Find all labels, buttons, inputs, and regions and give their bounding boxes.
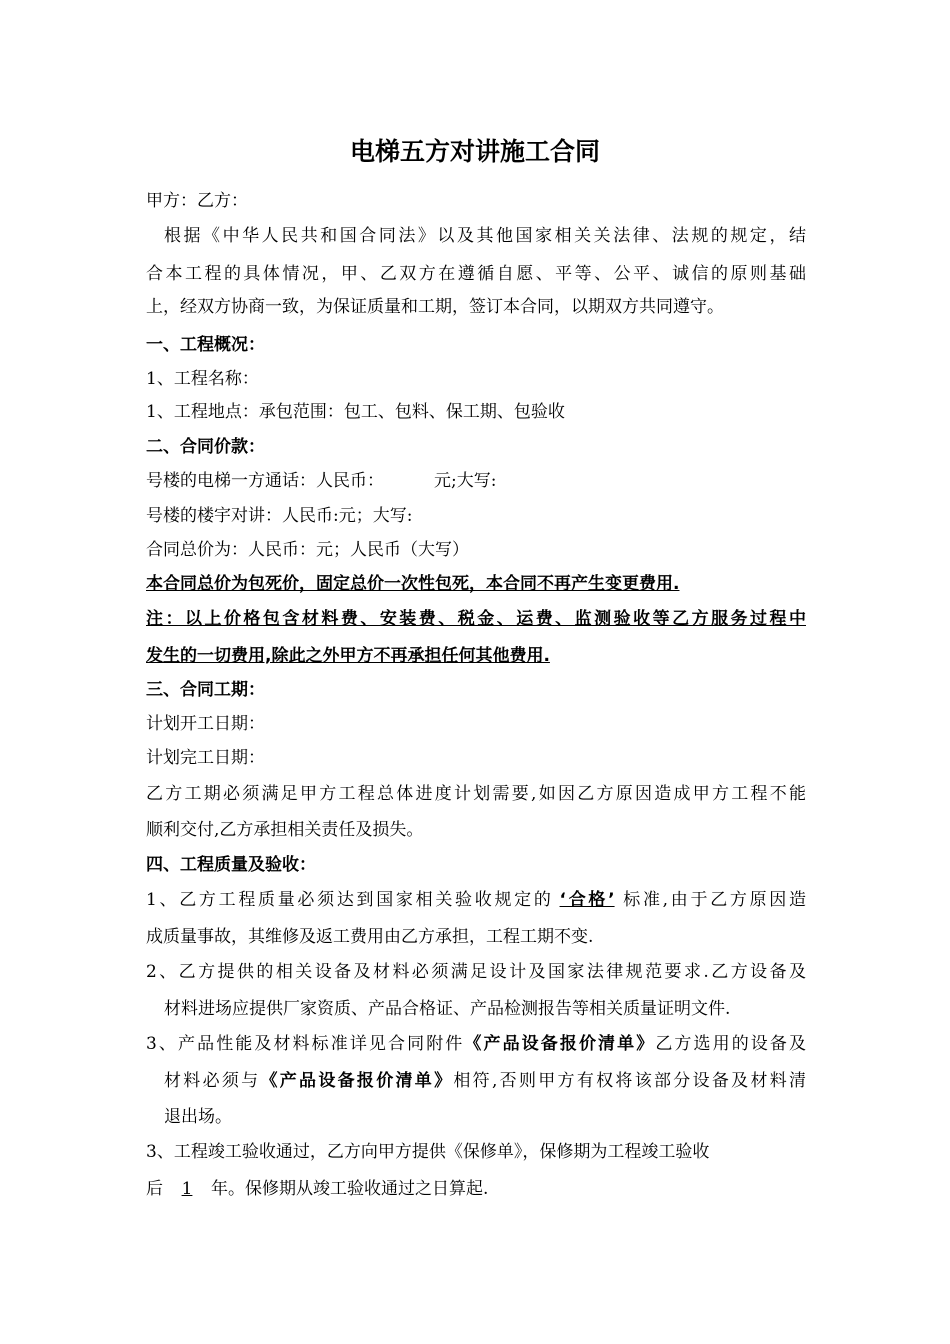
quality-item1-line1 bbox=[146, 888, 806, 912]
quote-list-ref-2: 《产品设备报价清单》 bbox=[260, 1071, 454, 1091]
qualified-label: ‘合格’ bbox=[559, 890, 615, 910]
quality-item4-line1: 3、工程竣工验收通过，乙方向甲方提供《保修单》，保修期为工程竣工验收 bbox=[146, 1142, 710, 1162]
document-title: 电梯五方对讲施工合同 bbox=[349, 137, 600, 166]
price-line-1-a: 号楼的电梯一方通话：人民币： bbox=[146, 471, 384, 491]
project-name: 1、工程名称： bbox=[146, 369, 259, 389]
quality-item1-a: 1、乙方工程质量必须达到国家相关验收规定的 bbox=[146, 890, 554, 910]
section1-heading: 一、工程概况： bbox=[146, 335, 265, 355]
section3-heading: 三、合同工期： bbox=[146, 680, 265, 700]
schedule-text-1: 乙方工期必须满足甲方工程总体进度计划需要,如因乙方原因造成甲方工程不能 bbox=[146, 784, 806, 804]
planned-start: 计划开工日期： bbox=[146, 714, 265, 734]
quote-list-ref-1: 《产品设备报价清单》 bbox=[464, 1034, 656, 1054]
quality-item4-line2 bbox=[146, 1177, 488, 1201]
price-line-2: 号楼的楼宇对讲：人民币:元；大写: bbox=[146, 506, 413, 526]
quality-item3-c: 材料必须与 bbox=[164, 1071, 261, 1091]
quality-item1-b: 标准,由于乙方原因造 bbox=[620, 890, 806, 910]
quality-item4-b: 年。保修期从竣工验收通过之日算起. bbox=[211, 1179, 489, 1199]
quality-item4-a: 后 bbox=[146, 1179, 163, 1199]
quality-item3-line3: 退出场。 bbox=[164, 1107, 232, 1127]
quality-item2-line1: 2、乙方提供的相关设备及材料必须满足设计及国家法律规范要求.乙方设备及 bbox=[146, 962, 806, 982]
price-note-2: 发生的一切费用,除此之外甲方不再承担任何其他费用. bbox=[146, 646, 550, 666]
quality-item3-a: 3、产品性能及材料标准详见合同附件 bbox=[146, 1034, 465, 1054]
price-line-1-b: 元;大写: bbox=[434, 471, 497, 491]
price-line-1 bbox=[146, 469, 496, 493]
section4-heading: 四、工程质量及验收： bbox=[146, 855, 316, 875]
project-location: 1、工程地点：承包范围：包工、包料、保工期、包验收 bbox=[146, 402, 565, 422]
schedule-text-2: 顺利交付,乙方承担相关责任及损失。 bbox=[146, 820, 424, 840]
quality-item1-line2: 成质量事故，其维修及返工费用由乙方承担，工程工期不变. bbox=[146, 927, 594, 947]
section2-heading: 二、合同价款： bbox=[146, 437, 265, 457]
warranty-years: 1 bbox=[181, 1179, 193, 1199]
intro-line-2: 合本工程的具体情况，甲、乙双方在遵循自愿、平等、公平、诚信的原则基础 bbox=[146, 264, 806, 284]
price-note-1: 注：以上价格包含材料费、安装费、税金、运费、监测验收等乙方服务过程中 bbox=[146, 609, 806, 629]
quality-item3-line1 bbox=[146, 1032, 806, 1056]
price-line-3: 合同总价为：人民币：元；人民币（大写） bbox=[146, 540, 469, 560]
quality-item3-b: 乙方选用的设备及 bbox=[655, 1034, 806, 1054]
parties-line: 甲方：乙方： bbox=[146, 191, 248, 211]
intro-line-3: 上，经双方协商一致，为保证质量和工期，签订本合同，以期双方共同遵守。 bbox=[146, 297, 724, 317]
fixed-price-note: 本合同总价为包死价，固定总价一次性包死，本合同不再产生变更费用. bbox=[146, 574, 680, 594]
planned-end: 计划完工日期： bbox=[146, 748, 265, 768]
intro-line-1: 根据《中华人民共和国合同法》以及其他国家相关关法律、法规的规定，结 bbox=[164, 226, 806, 246]
quality-item3-line2 bbox=[164, 1069, 806, 1093]
quality-item3-d: 相符,否则甲方有权将该部分设备及材料清 bbox=[453, 1071, 807, 1091]
quality-item2-line2: 材料进场应提供厂家资质、产品合格证、产品检测报告等相关质量证明文件. bbox=[164, 999, 731, 1019]
